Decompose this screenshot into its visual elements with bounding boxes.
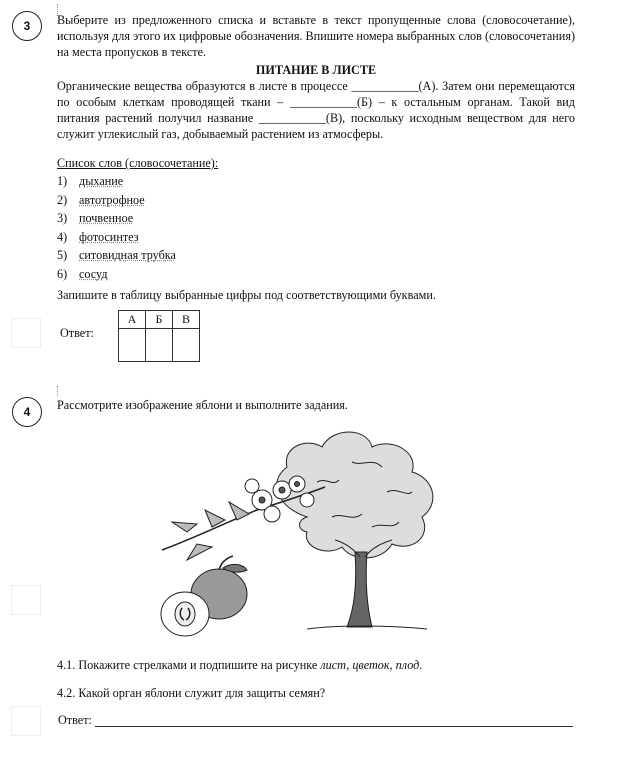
margin-tick (57, 386, 58, 396)
word-list (57, 156, 218, 285)
answer-cell-v[interactable] (173, 329, 200, 362)
q3-text: Органические вещества образуются в листе в процессе ___________(А). Затем они перемещаются по особым клеткам проводящей ткани – ___________(Б) – к остальным органам. Такой вид питания растений получил название ___________(В), поскольку исходным веществом для него служит углекислый газ, добываемый растением из атмосферы. (57, 79, 575, 141)
q4-task2: 4.2. Какой орган яблони служит для защиты семян? (57, 686, 326, 700)
list-item (57, 230, 218, 249)
q4-task1 (57, 657, 575, 673)
list-item-number: 6) (57, 266, 68, 281)
answer-cell-a[interactable] (119, 329, 146, 362)
answer-cell-b[interactable] (146, 329, 173, 362)
question-number-3: 3 (12, 11, 42, 41)
q3-instruction: Выберите из предложенного списка и вставьте в текст пропущенные слова (словосочетание), используя для этого их цифровые обозначения. Впишите номера выбранных слов (словосочетания) на места пропусков в тексте. (57, 13, 575, 59)
q4-task1-prefix: 4.1. Покажите стрелками и подпишите на рисунке (57, 658, 321, 672)
table-instruction: Запишите в таблицу выбранные цифры под соответствующими буквами. (57, 288, 436, 302)
list-item-word: почвенное (79, 211, 134, 225)
answer-table-header: А (119, 311, 146, 329)
q4-instruction: Рассмотрите изображение яблони и выполните задания. (57, 398, 348, 412)
list-item-number: 2) (57, 192, 68, 207)
list-item-number: 5) (57, 248, 68, 262)
list-item-word: фотосинтез (79, 229, 139, 244)
list-item-word: сосуд (79, 266, 108, 281)
score-box (11, 318, 41, 348)
list-item (57, 174, 218, 193)
list-item-number: 1) (57, 174, 68, 188)
q4-answer-line[interactable] (95, 726, 573, 727)
question-number-4: 4 (12, 397, 42, 427)
answer-table (118, 310, 200, 362)
q4-answer-label: Ответ: (58, 713, 92, 727)
list-item-number: 3) (57, 211, 68, 225)
answer-label: Ответ: (60, 326, 94, 340)
list-item (57, 211, 218, 230)
list-item (57, 267, 218, 286)
list-item-word: дыхание (79, 174, 124, 188)
list-item-number: 4) (57, 229, 68, 244)
word-list-title: Список слов (словосочетание): (57, 156, 219, 170)
q4-task1-suffix: . (419, 658, 423, 672)
score-box (11, 585, 41, 615)
list-item-word: ситовидная трубка (79, 248, 176, 262)
q4-task1-italic: лист, цветок, плод (320, 658, 420, 672)
answer-table-header: В (173, 311, 200, 329)
list-item-word: автотрофное (79, 192, 145, 207)
list-item (57, 248, 218, 267)
q3-title: ПИТАНИЕ В ЛИСТЕ (255, 63, 377, 77)
answer-table-header: Б (146, 311, 173, 329)
list-item (57, 193, 218, 212)
apple-tree-illustration (157, 422, 457, 647)
score-box (11, 706, 41, 736)
